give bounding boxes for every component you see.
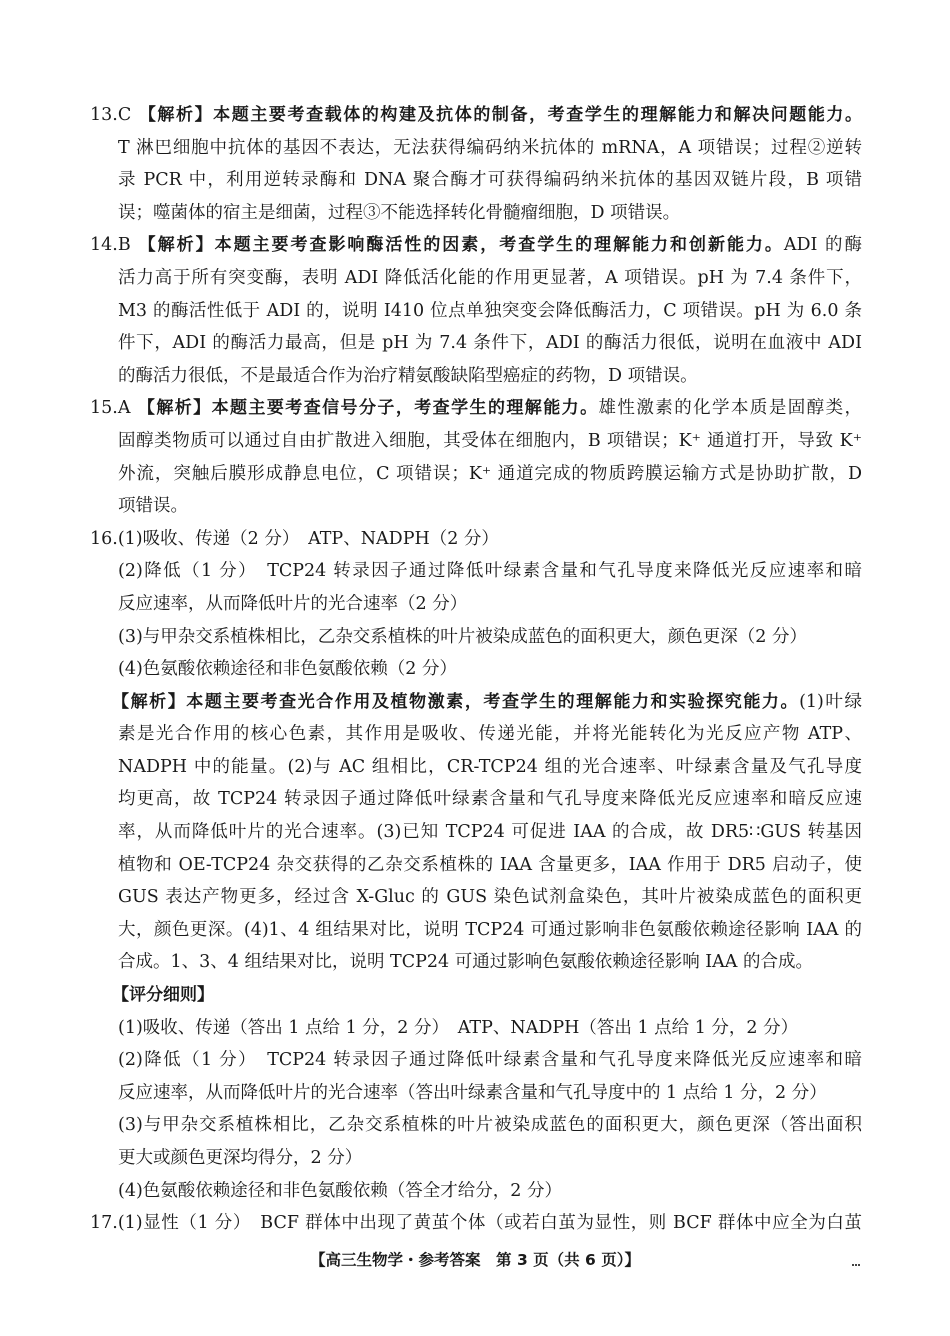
text-line: 植物和 OE-TCP24 杂交获得的乙杂交系植株的 IAA 含量更多，IAA 作用于 DR5 启动子，使: [118, 854, 862, 875]
text-line: 率，从而降低叶片的光合速率。(3)已知 TCP24 可促进 IAA 的合成，故 DR5∷GUS 转基因: [118, 822, 862, 843]
text-line: (4)色氨酸依赖途径和非色氨酸依赖（2 分）: [118, 659, 457, 680]
text-line: (2)降低（1 分） TCP24 转录因子通过降低叶绿素含量和气孔导度来降低光反应速率和暗: [118, 1050, 862, 1071]
text-line: (1)吸收、传递（答出 1 点给 1 分，2 分） ATP、NADPH（答出 1 点给 1 分，2 分）: [118, 1017, 799, 1038]
analysis-line: [0, 686, 862, 719]
text-line: 项错误。: [118, 496, 188, 517]
text-line: 反应速率，从而降低叶片的光合速率（2 分）: [118, 593, 468, 614]
text-line: 外流，突触后膜形成静息电位，C 项错误；K⁺ 通道完成的物质跨膜运输方式是协助扩散，D: [118, 463, 862, 484]
text-line: 大，颜色更深。(4)1、4 组结果对比，说明 TCP24 可通过影响非色氨酸依赖途径影响 IAA 的: [118, 919, 862, 940]
question-number: 16.: [90, 528, 118, 549]
analysis-heading: 【解析】本题主要考查信号分子，考查学生的理解能力。: [136, 398, 599, 419]
question-number: 17.: [90, 1213, 118, 1234]
q13-heading: [0, 99, 862, 132]
footer-dots: [852, 1264, 860, 1268]
text-line: (3)与甲杂交系植株相比，乙杂交系植株的叶片被染成蓝色的面积更大，颜色更深（2 分）: [118, 626, 807, 647]
text-line: (2)降低（1 分） TCP24 转录因子通过降低叶绿素含量和气孔导度来降低光反应速率和暗: [118, 561, 862, 582]
text-line: 均更高，故 TCP24 转录因子通过降低叶绿素含量和气孔导度来降低光反应速率和暗反应速: [118, 789, 862, 810]
text-line: (3)与甲杂交系植株相比，乙杂交系植株的叶片被染成蓝色的面积更大，颜色更深（答出面积: [118, 1115, 862, 1136]
text-line: 更大或颜色更深均得分，2 分）: [118, 1148, 363, 1168]
text-span: (1)叶绿: [799, 691, 862, 712]
text-line: 活力高于所有突变酶，表明 ADI 降低活化能的作用更显著，A 项错误。pH 为 7.4 条件下，: [118, 267, 862, 288]
q14-heading: [0, 229, 862, 262]
text-span: (1)显性（1 分） BCF 群体中出现了黄茧个体（或若白茧为显性，则 BCF 群体中应全为白茧: [117, 1213, 862, 1234]
text-span: (1)吸收、传递（2 分） ATP、NADPH（2 分）: [117, 528, 499, 549]
text-line: (4)色氨酸依赖途径和非色氨酸依赖（答全才给分，2 分）: [118, 1180, 562, 1201]
text-line: 素是光合作用的核心色素，其作用是吸收、传递光能，并将光能转化为光反应产物 ATP、: [118, 724, 862, 745]
analysis-heading: 【解析】本题主要考查载体的构建及抗体的制备，考查学生的理解能力和解决问题能力。: [137, 105, 862, 125]
q17-heading: [0, 1207, 862, 1240]
question-number: 13.C: [90, 105, 132, 125]
text-line: GUS 表达产物更多，经过含 X-Gluc 的 GUS 染色试剂盒染色，其叶片被染成蓝色的面积更: [118, 887, 862, 908]
q16-heading: [0, 523, 862, 556]
q15-heading: [0, 392, 862, 425]
text-line: 件下，ADI 的酶活力最高，但是 pH 为 7.4 条件下，ADI 的酶活力很低，说明在血液中 ADI: [118, 333, 862, 354]
text-line: 误；噬菌体的宿主是细菌，过程③不能选择转化骨髓瘤细胞，D 项错误。: [118, 202, 681, 223]
question-number: 15.A: [90, 398, 131, 419]
text-line: 合成。1、3、4 组结果对比，说明 TCP24 可通过影响色氨酸依赖途径影响 IAA 的合成。: [118, 952, 814, 973]
analysis-heading: 【解析】本题主要考查影响酶活性的因素，考查学生的理解能力和创新能力。: [136, 235, 784, 256]
text-line: M3 的酶活性低于 ADI 的，说明 I410 位点单独突变会降低酶活力，C 项错误。pH 为 6.0 条: [118, 300, 862, 321]
analysis-heading: 【解析】本题主要考查光合作用及植物激素，考查学生的理解能力和实验探究能力。: [112, 691, 800, 712]
scoring-title: 【评分细则】: [112, 985, 214, 1006]
text-line: 的酶活力很低，不是最适合作为治疗精氨酸缺陷型癌症的药物，D 项错误。: [118, 365, 698, 386]
text-span: ADI 的酶: [783, 235, 862, 256]
text-line: 录 PCR 中，利用逆转录酶和 DNA 聚合酶才可获得编码纳米抗体的基因双链片段，B 项错: [118, 170, 862, 191]
text-line: NADPH 中的能量。(2)与 AC 组相比，CR-TCP24 组的光合速率、叶绿素含量及气孔导度: [118, 756, 862, 777]
answer-document: [0, 99, 950, 1240]
scoring-heading: [0, 979, 856, 1012]
text-span: 雄性激素的化学本质是固醇类，: [598, 398, 862, 419]
text-line: T 淋巴细胞中抗体的基因不表达，无法获得编码纳米抗体的 mRNA，A 项错误；过程②逆转: [118, 137, 862, 158]
page-footer: 【高三生物学・参考答案 第 3 页（共 6 页）】: [310, 1251, 640, 1269]
text-line: 固醇类物质可以通过自由扩散进入细胞，其受体在细胞内，B 项错误；K⁺ 通道打开，导致 K⁺: [118, 430, 862, 451]
text-line: 反应速率，从而降低叶片的光合速率（答出叶绿素含量和气孔导度中的 1 点给 1 分，2 分）: [118, 1082, 827, 1103]
question-number: 14.B: [90, 235, 131, 256]
